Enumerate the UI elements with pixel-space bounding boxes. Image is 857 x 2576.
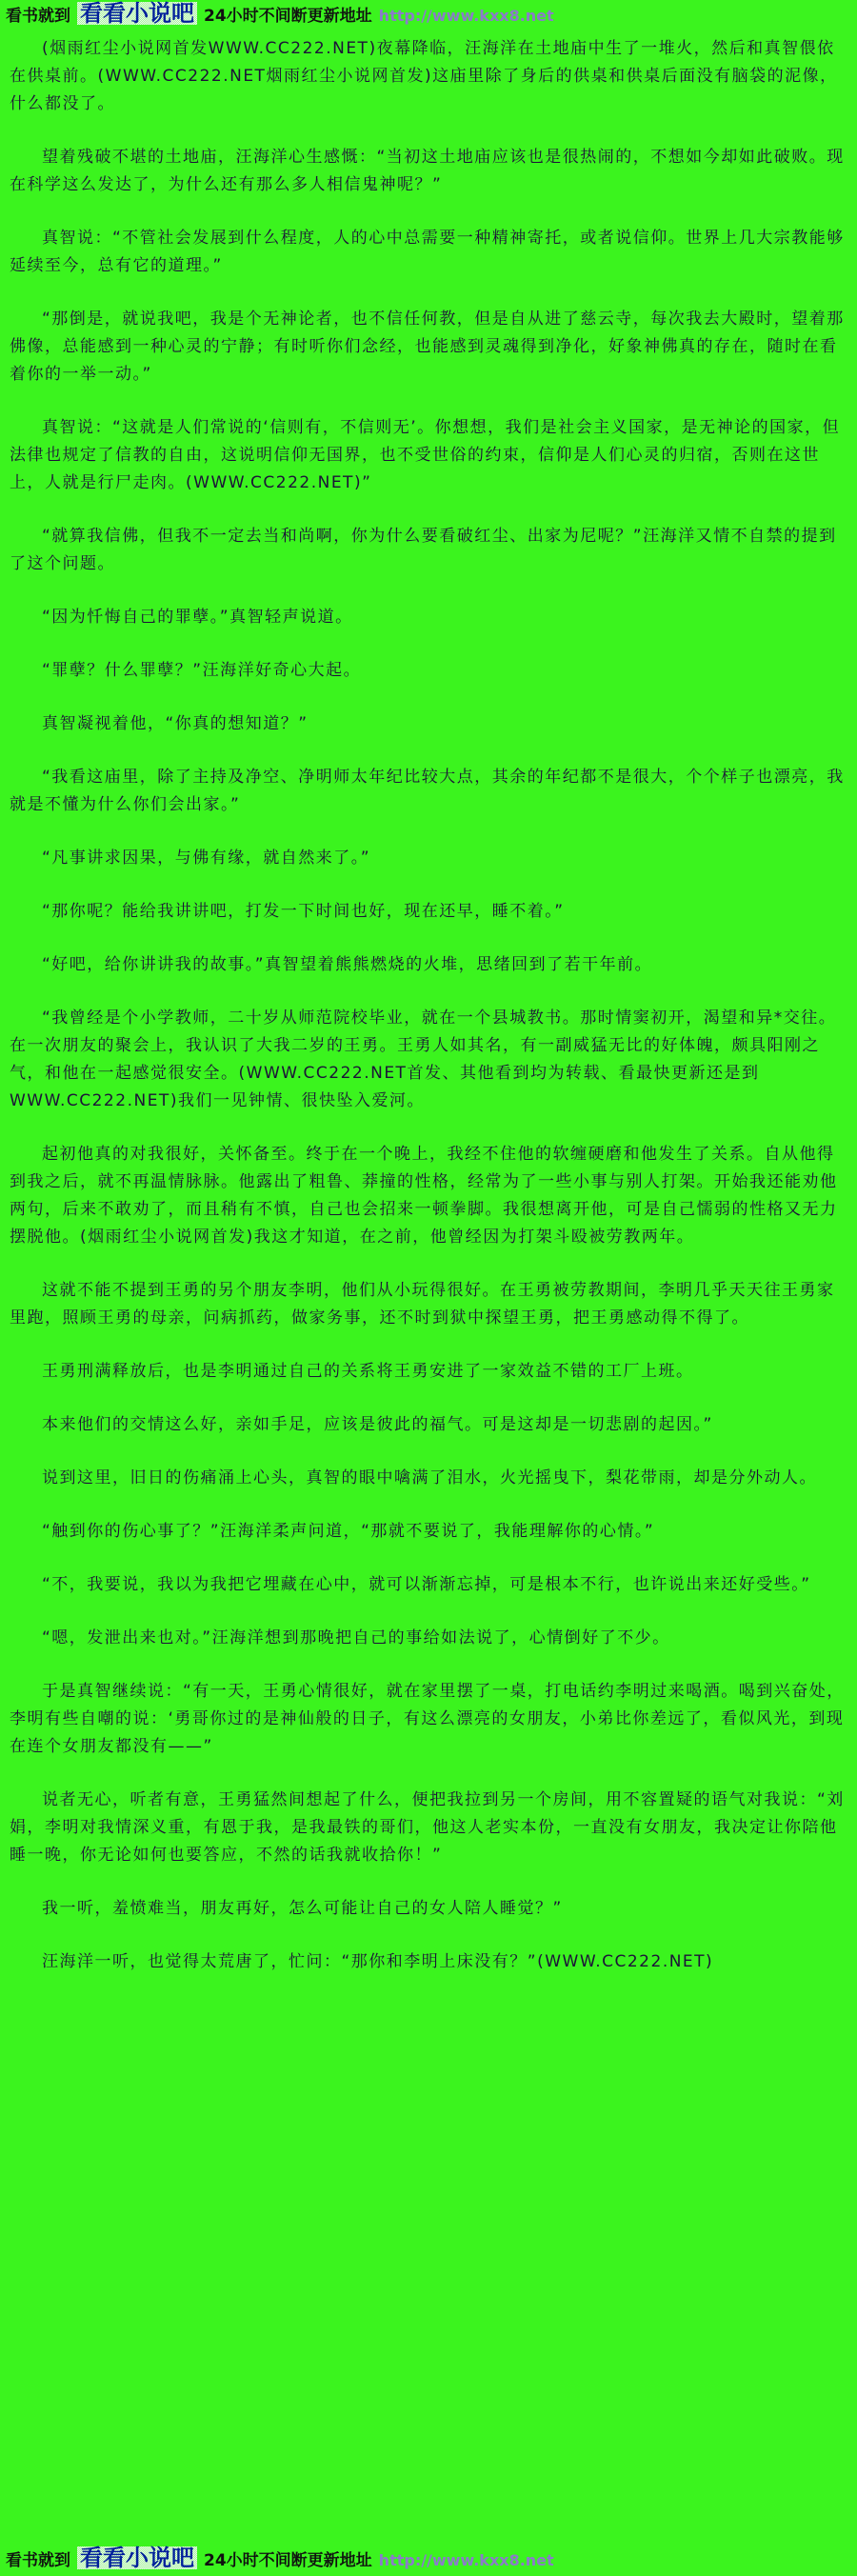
paragraph: 本来他们的交情这么好，亲如手足，应该是彼此的福气。可是这却是一切悲剧的起因。” (42, 1415, 713, 1434)
header-tagline-text: 24小时不间断更新地址 (204, 7, 372, 26)
footer-site-name-link[interactable]: 看看小说吧 (77, 2546, 197, 2569)
paragraph: “那你呢？能给我讲讲吧，打发一下时间也好，现在还早，睡不着。” (42, 902, 565, 921)
footer-prefix-text: 看书就到 (6, 2551, 70, 2570)
paragraph: 起初他真的对我很好，关怀备至。终于在一个晚上，我经不住他的软缠硬磨和他发生了关系。自从他得到我之后，就不再温情脉脉。他露出了粗鲁、莽撞的性格，经常为了一些小事与别人打架。开始我还能劝他两句，后来不敢劝了，而且稍有不慎，自己也会招来一顿拳脚。我很想离开他，可是自己懦弱的性格又无力摆脱他。(烟雨红尘小说网首发)我这才知道，在之前，他曾经因为打架斗殴被劳教两年。 (10, 1145, 838, 1247)
header-url-link[interactable]: http://www.kxx8.net (378, 7, 554, 25)
paragraph: 我一听，羞愤难当，朋友再好，怎么可能让自己的女人陪人睡觉？” (42, 1899, 563, 1918)
paragraph: “我看这庙里，除了主持及净空、净明师太年纪比较大点，其余的年纪都不是很大，个个样子也漂亮，我就是不懂为什么你们会出家。” (10, 768, 845, 814)
paragraph: “不，我要说，我以为我把它埋藏在心中，就可以渐渐忘掉，可是根本不行，也许说出来还好受些。” (42, 1575, 811, 1594)
paragraph: “我曾经是个小学教师，二十岁从师范院校毕业，就在一个县城教书。那时情窦初开，渴望和异*交往。在一次朋友的聚会上，我认识了大我二岁的王勇。王勇人如其名，有一副威猛无比的好体魄，颇具阳刚之气，和他在一起感觉很安全。(WWW.CC222.NET首发、其他看到均为转载、看最快更新还是到WWW.CC222.NET)我们一见钟情、很快坠入爱河。 (10, 1008, 837, 1110)
paragraph: 汪海洋一听，也觉得太荒唐了，忙问：“那你和李明上床没有？”(WWW.CC222.NET) (42, 1952, 714, 1971)
header-site-name-link[interactable]: 看看小说吧 (77, 2, 197, 25)
paragraph: 真智说：“这就是人们常说的‘信则有，不信则无’。你想想，我们是社会主义国家，是无神论的国家，但法律也规定了信教的自由，这说明信仰无国界，也不受世俗的约束，信仰是人们心灵的归宿，否则在这世上，人就是行尸走肉。(WWW.CC222.NET)” (10, 418, 841, 492)
header-prefix-text: 看书就到 (6, 7, 70, 26)
novel-text (0, 28, 857, 2545)
site-footer (0, 2545, 857, 2576)
paragraph: “罪孽？什么罪孽？”汪海洋好奇心大起。 (42, 661, 362, 680)
paragraph: 这就不能不提到王勇的另个朋友李明，他们从小玩得很好。在王勇被劳教期间，李明几乎天天往王勇家里跑，照顾王勇的母亲，问病抓药，做家务事，还不时到狱中探望王勇，把王勇感动得不得了。 (10, 1281, 835, 1328)
paragraph: 望着残破不堪的土地庙，汪海洋心生感慨：“当初这土地庙应该也是很热闹的，不想如今却如此破败。现在科学这么发达了，为什么还有那么多人相信鬼神呢？” (10, 148, 845, 194)
paragraph: 于是真智继续说：“有一天，王勇心情很好，就在家里摆了一桌，打电话约李明过来喝酒。喝到兴奋处，李明有些自嘲的说：‘勇哥你过的是神仙般的日子，有这么漂亮的女朋友，小弟比你差远了，看似风光，到现在连个女朋友都没有——” (10, 1682, 845, 1756)
paragraph: 说到这里，旧日的伤痛涌上心头，真智的眼中噙满了泪水，火光摇曳下，梨花带雨，却是分外动人。 (42, 1468, 817, 1488)
paragraph: “因为忏悔自己的罪孽。”真智轻声说道。 (42, 608, 353, 627)
paragraph: “那倒是，就说我吧，我是个无神论者，也不信任何教，但是自从进了慈云寺，每次我去大殿时，望着那佛像，总能感到一种心灵的宁静；有时听你们念经，也能感到灵魂得到净化，好象神佛真的存在，随时在看着你的一举一动。” (10, 310, 845, 384)
paragraph: 真智凝视着他，“你真的想知道？” (42, 714, 309, 733)
paragraph: “就算我信佛，但我不一定去当和尚啊，你为什么要看破红尘、出家为尼呢？”汪海洋又情不自禁的提到了这个问题。 (10, 527, 837, 573)
paragraph: 王勇刑满释放后，也是李明通过自己的关系将王勇安进了一家效益不错的工厂上班。 (42, 1362, 694, 1381)
paragraph: “凡事讲求因果，与佛有缘，就自然来了。” (42, 849, 371, 868)
paragraph: “嗯，发泄出来也对。”汪海洋想到那晚把自己的事给如法说了，心情倒好了不少。 (42, 1628, 670, 1647)
paragraph: (烟雨红尘小说网首发WWW.CC222.NET)夜幕降临，汪海洋在土地庙中生了一堆火，然后和真智偎依在供桌前。(WWW.CC222.NET烟雨红尘小说网首发)这庙里除了身后的供桌和供桌后面没有脑袋的泥像，什么都没了。 (10, 39, 838, 113)
footer-url-link[interactable]: http://www.kxx8.net (378, 2551, 554, 2569)
footer-tagline-text: 24小时不间断更新地址 (204, 2551, 372, 2570)
paragraph: “好吧，给你讲讲我的故事。”真智望着熊熊燃烧的火堆，思绪回到了若干年前。 (42, 955, 653, 974)
site-header (0, 0, 857, 28)
paragraph: “触到你的伤心事了？”汪海洋柔声问道，“那就不要说了，我能理解你的心情。” (42, 1522, 655, 1541)
paragraph: 真智说：“不管社会发展到什么程度，人的心中总需要一种精神寄托，或者说信仰。世界上几大宗教能够延续至今，总有它的道理。” (10, 229, 845, 275)
paragraph: 说者无心，听者有意，王勇猛然间想起了什么，便把我拉到另一个房间，用不容置疑的语气对我说：“刘娟，李明对我情深义重，有恩于我，是我最铁的哥们，他这人老实本份，一直没有女朋友，我决定让你陪他睡一晚，你无论如何也要答应，不然的话我就收拾你！” (10, 1790, 845, 1865)
